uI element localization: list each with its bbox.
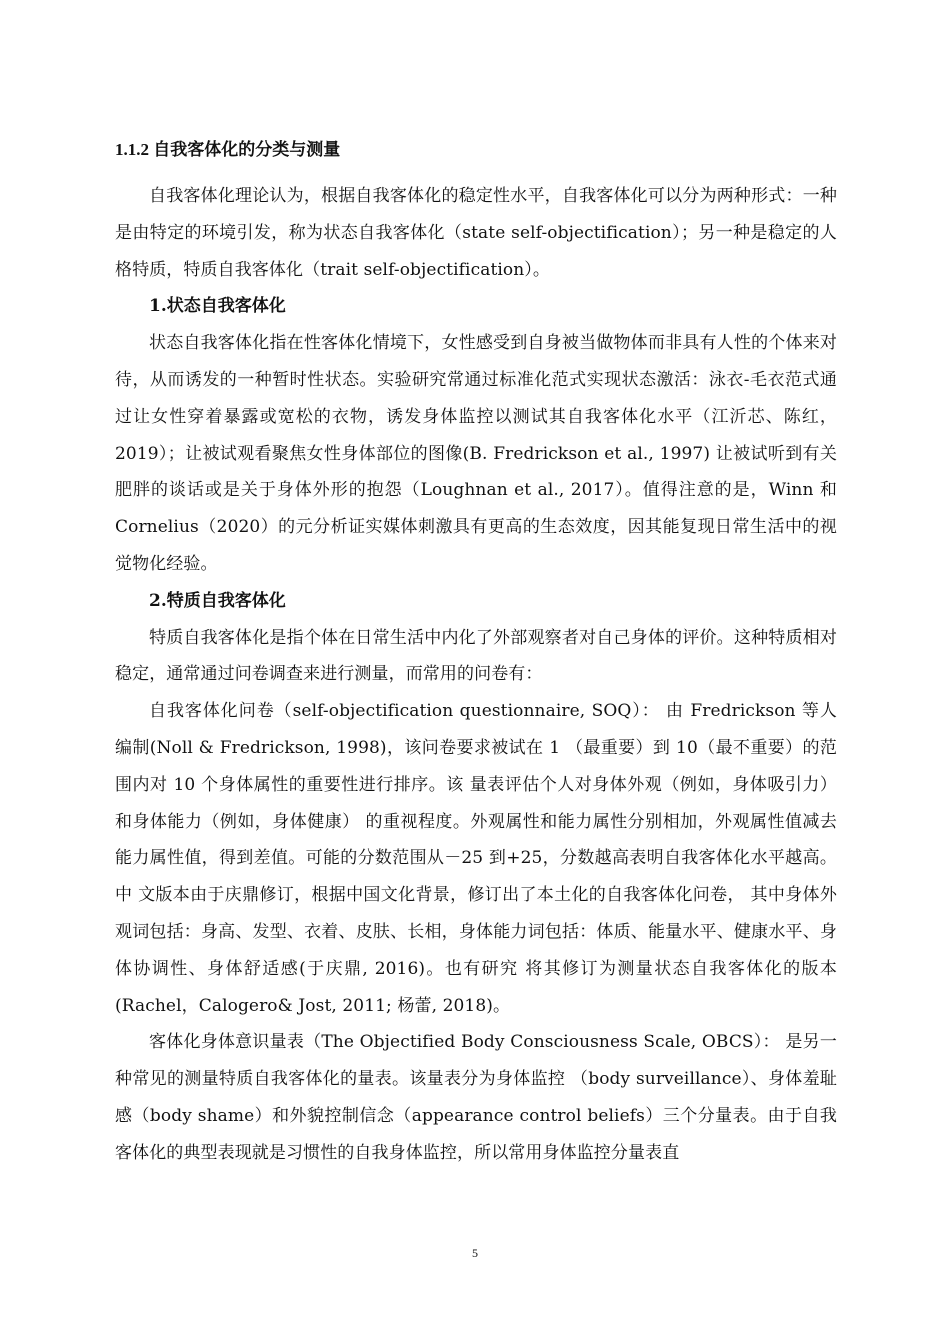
soq-paragraph: 自我客体化问卷（self-objectification questionnaire, SOQ）： 由 Fredrickson 等人编制(Noll & Fredrickson, 1998)，该问卷要求被试在 1 （最重要）到 10（最不重要）的范围内对 10 个身体属性的重要性进行排序。该 量表评估个人对身体外观（例如，身体吸引力）和身体能力（例如，身体健康） 的重视程度。外观属性和能力属性分别相加，外观属性值减去能力属性值，得到差值。可能的分数范围从－25 到+25，分数越高表明自我客体化水平越高。中 文版本由于庆鼎修订，根据中国文化背景，修订出了本土化的自我客体化问卷， 其中身体外观词包括：身高、发型、衣着、皮肤、长相，身体能力词包括：体质、能量水平、健康水平、身体协调性、身体舒适感(于庆鼎, 2016)。也有研究 将其修订为测量状态自我客体化的版本(Rachel，Calogero& Jost, 2011; 杨蕾, 2018)。	[115, 701, 837, 1016]
intro-paragraph: 自我客体化理论认为，根据自我客体化的稳定性水平，自我客体化可以分为两种形式：一种是由特定的环境引发，称为状态自我客体化（state self-objectification）；另一种是稳定的人格特质，特质自我客体化（trait self-objectification）。	[115, 186, 837, 280]
section-heading: 1.1.2 自我客体化的分类与测量	[115, 140, 341, 159]
page-number: 5	[472, 1246, 478, 1260]
state-objectification-paragraph: 状态自我客体化指在性客体化情境下，女性感受到自身被当做物体而非具有人性的个体来对待，从而诱发的一种暂时性状态。实验研究常通过标准化范式实现状态激活：泳衣-毛衣范式通过让女性穿着暴露或宽松的衣物，诱发身体监控以测试其自我客体化水平（江沂芯、陈红，2019）；让被试观看聚焦女性身体部位的图像(B. Fredrickson et al., 1997) 让被试听到有关肥胖的谈话或是关于身体外形的抱怨（Loughnan et al., 2017）。值得注意的是，Winn 和 Cornelius（2020）的元分析证实媒体刺激具有更高的生态效度，因其能复现日常生活中的视觉物化经验。	[115, 333, 837, 574]
obcs-paragraph: 客体化身体意识量表（The Objectified Body Consciousness Scale, OBCS）： 是另一种常见的测量特质自我客体化的量表。该量表分为身体监控 （body surveillance）、身体羞耻感（body shame）和外貌控制信念（appearance control beliefs）三个分量表。由于自我客体化的典型表现就是习惯性的自我身体监控，所以常用身体监控分量表直	[115, 1032, 837, 1163]
trait-objectification-heading: 2.特质自我客体化	[149, 590, 286, 611]
page-content	[115, 134, 837, 1172]
trait-objectification-paragraph: 特质自我客体化是指个体在日常生活中内化了外部观察者对自己身体的评价。这种特质相对稳定，通常通过问卷调查来进行测量，而常用的问卷有：	[115, 627, 837, 685]
state-objectification-heading: 1.状态自我客体化	[149, 296, 286, 317]
